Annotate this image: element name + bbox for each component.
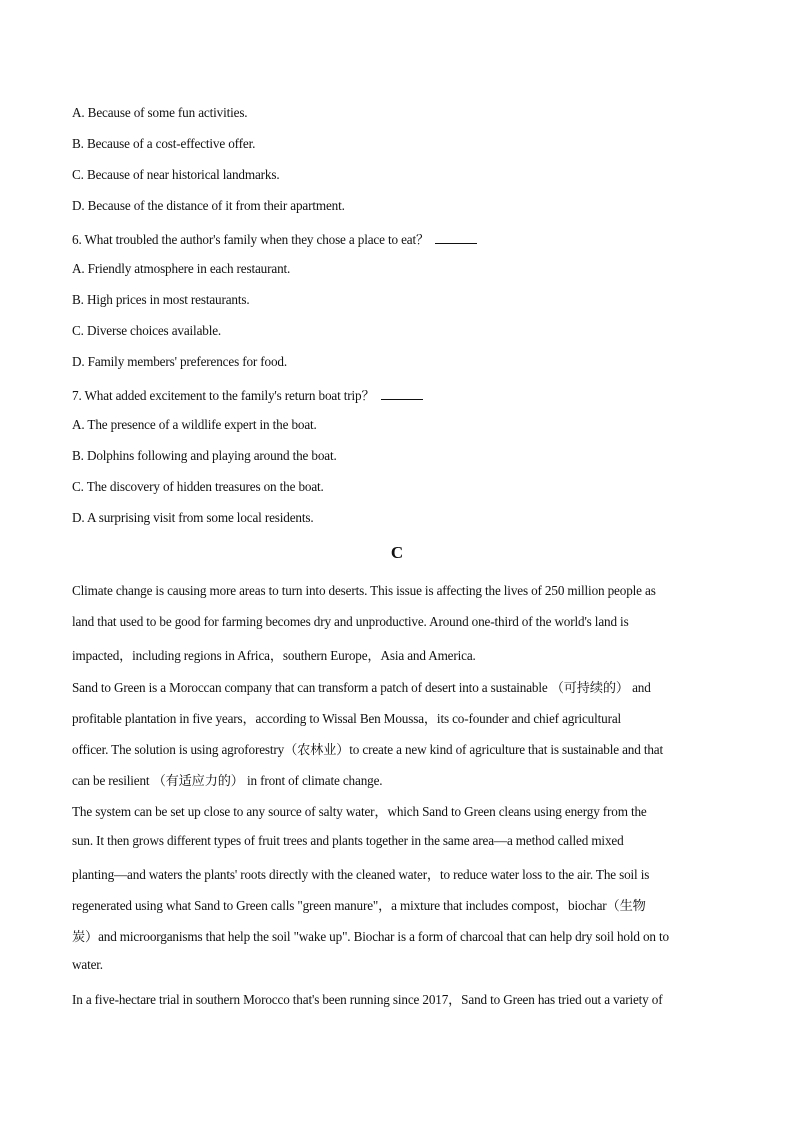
passage-line: impacted，including regions in Africa，southern Europe，Asia and America. [72, 648, 476, 663]
q7-question-text: 7. What added excitement to the family's return boat trip？ [72, 388, 375, 403]
q7-option-b: B. Dolphins following and playing around the boat. [72, 448, 337, 463]
q5-option-b: B. Because of a cost-effective offer. [72, 136, 256, 151]
passage-line: land that used to be good for farming becomes dry and unproductive. Around one-third of the world's land is [72, 614, 629, 629]
passage-line: planting—and waters the plants' roots directly with the cleaned water，to reduce water loss to the air. The soil is [72, 867, 650, 882]
q6-question [72, 229, 477, 248]
section-heading: C [390, 543, 404, 562]
passage-line: water. [72, 957, 103, 972]
q7-question [72, 385, 423, 404]
q6-option-d: D. Family members' preferences for food. [72, 354, 287, 369]
passage-line: profitable plantation in five years，according to Wissal Ben Moussa，its co-founder and chief agricultural [72, 711, 622, 726]
passage-line: can be resilient （有适应力的） in front of climate change. [72, 773, 383, 788]
q5-option-a: A. Because of some fun activities. [72, 105, 248, 120]
q6-option-b: B. High prices in most restaurants. [72, 292, 250, 307]
q7-option-d: D. A surprising visit from some local residents. [72, 510, 314, 525]
passage-line: regenerated using what Sand to Green calls "green manure"，a mixture that includes compost，biochar（生物 [72, 898, 646, 913]
q6-option-c: C. Diverse choices available. [72, 323, 222, 338]
q7-answer-blank[interactable] [381, 387, 423, 400]
passage-line: In a five-hectare trial in southern Morocco that's been running since 2017，Sand to Green has tried out a variety of [72, 992, 663, 1007]
q7-option-c: C. The discovery of hidden treasures on the boat. [72, 479, 324, 494]
q5-option-c: C. Because of near historical landmarks. [72, 167, 280, 182]
passage-line: sun. It then grows different types of fruit trees and plants together in the same area—a method called mixed [72, 833, 624, 848]
passage-line: The system can be set up close to any source of salty water，which Sand to Green cleans using energy from the [72, 804, 647, 819]
q5-option-d: D. Because of the distance of it from their apartment. [72, 198, 345, 213]
q6-option-a: A. Friendly atmosphere in each restaurant. [72, 261, 291, 276]
passage-line: officer. The solution is using agroforestry（农林业）to create a new kind of agriculture that is sustainable and that [72, 742, 664, 757]
passage-line: Climate change is causing more areas to turn into deserts. This issue is affecting the lives of 250 million people as [72, 583, 656, 598]
q7-option-a: A. The presence of a wildlife expert in the boat. [72, 417, 317, 432]
passage-line: Sand to Green is a Moroccan company that can transform a patch of desert into a sustainable （可持续的） and [72, 680, 651, 695]
q6-answer-blank[interactable] [435, 231, 477, 244]
q6-question-text: 6. What troubled the author's family when they chose a place to eat？ [72, 232, 430, 247]
passage-line: 炭）and microorganisms that help the soil "wake up". Biochar is a form of charcoal that can help dry soil hold on to [72, 929, 669, 944]
